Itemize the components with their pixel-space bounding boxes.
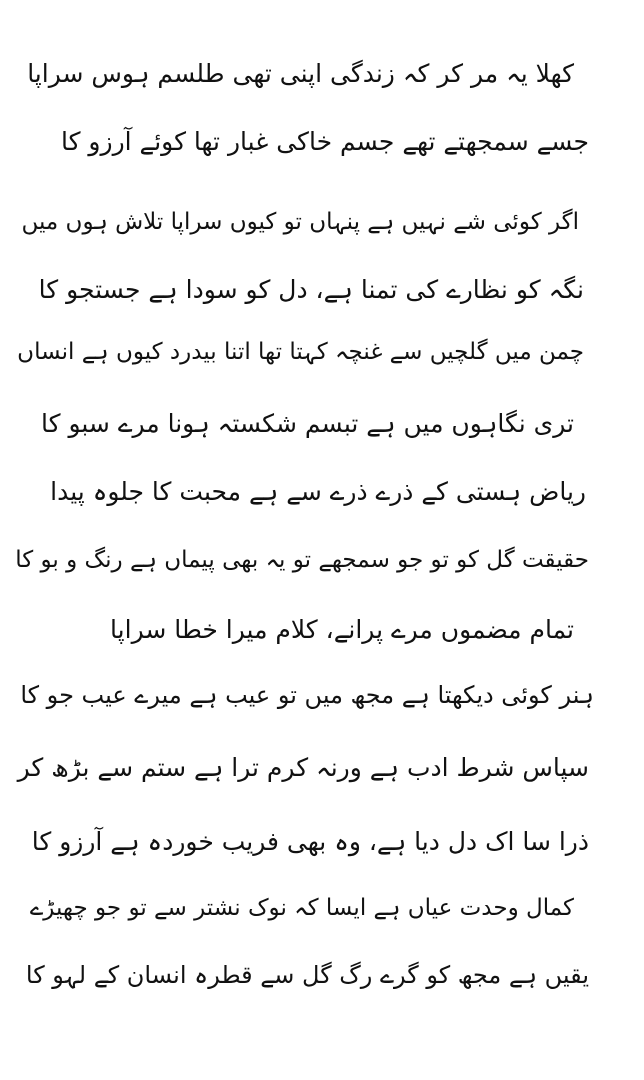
- verse-line-1: کھلا یہ مر کر کہ زندگی اپنی تھی طلسم ہوس سراپا: [27, 59, 574, 88]
- verse-line-3: اگر کوئی شے نہیں ہے پنہاں تو کیوں سراپا تلاش ہوں میں: [21, 209, 579, 235]
- verse-line-6: تری نگاہوں میں ہے تبسم شکستہ ہونا مرے سبو کا: [41, 409, 574, 438]
- verse-line-13: کمال وحدت عیاں ہے ایسا کہ نوک نشتر سے تو جو چھیڑے: [29, 895, 574, 921]
- verse-line-5: چمن میں گلچیں سے غنچہ کہتا تھا اتنا بیدرد کیوں ہے انساں: [17, 339, 584, 365]
- verse-line-8: حقیقت گل کو تو جو سمجھے تو یہ بھی پیماں ہے رنگ و بو کا: [15, 547, 589, 573]
- verse-line-10: ہنر کوئی دیکھتا ہے مجھ میں تو عیب ہے میرے عیب جو کا: [20, 681, 594, 709]
- verse-line-9: تمام مضموں مرے پرانے، کلام میرا خطا سراپا: [110, 615, 574, 644]
- verse-line-2: جسے سمجھتے تھے جسم خاکی غبار تھا کوئے آرزو کا: [60, 127, 589, 156]
- verse-line-12: ذرا سا اک دل دیا ہے، وہ بھی فریب خوردہ ہے آرزو کا: [31, 827, 589, 856]
- verse-line-11: سپاس شرط ادب ہے ورنہ کرم ترا ہے ستم سے بڑھ کر: [17, 753, 589, 782]
- verse-line-7: ریاض ہستی کے ذرے ذرے سے ہے محبت کا جلوہ پیدا: [50, 477, 586, 506]
- verse-line-14: یقیں ہے مجھ کو گرے رگ گل سے قطرہ انسان کے لہو کا: [25, 961, 589, 989]
- verse-line-4: نگہ کو نظارے کی تمنا ہے، دل کو سودا ہے جستجو کا: [38, 275, 584, 304]
